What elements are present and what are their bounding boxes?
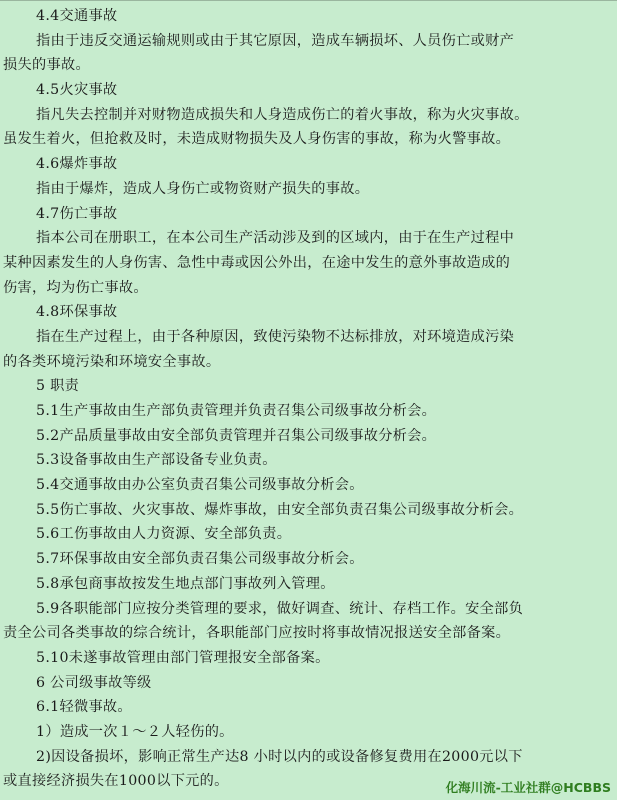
paragraph-line: 的各类环境污染和环境安全事故。: [3, 353, 221, 370]
list-item: 1）造成一次１～２人轻伤的。: [36, 723, 234, 740]
section-heading-fire-accident: 4.5火灾事故: [36, 82, 118, 99]
section-heading-environmental-accident: 4.8环保事故: [36, 304, 118, 321]
list-item: 5.9各职能部门应按分类管理的要求，做好调查、统计、存档工作。安全部负: [36, 600, 524, 617]
paragraph-line: 责全公司各类事故的综合统计，各职能部门应按时将事故情况报送安全部备案。: [3, 625, 511, 642]
list-item: 5.7环保事故由安全部负责召集公司级事故分析会。: [36, 551, 364, 568]
paragraph-line: 或直接经济损失在1000以下元的。: [3, 773, 229, 790]
list-item: 5.5伤亡事故、火灾事故、爆炸事故，由安全部负责召集公司级事故分析会。: [36, 501, 524, 518]
list-item: 5.6工伤事故由人力资源、安全部负责。: [36, 526, 292, 543]
paragraph-line: 指由于爆炸，造成人身伤亡或物资财产损失的事故。: [36, 180, 370, 197]
section-heading-accident-levels: 6 公司级事故等级: [36, 674, 152, 691]
document-body: [3, 4, 612, 794]
section-heading-explosion-accident: 4.6爆炸事故: [36, 156, 118, 173]
paragraph-line: 伤害，均为伤亡事故。: [3, 279, 148, 296]
section-heading-casualty-accident: 4.7伤亡事故: [36, 205, 118, 222]
list-item: 5.10未遂事故管理由部门管理报安全部备案。: [36, 649, 330, 666]
paragraph-line: 某种因素发生的人身伤害、急性中毒或因公外出，在途中发生的意外事故造成的: [3, 254, 511, 271]
section-heading-traffic-accident: 4.4交通事故: [36, 8, 118, 24]
paragraph-line: 损失的事故。: [3, 57, 90, 74]
watermark-text: 化海川流-工业社群@HCBBS: [445, 780, 611, 795]
paragraph-line: 虽发生着火，但抢救及时，未造成财物损失及人身伤害的事故，称为火警事故。: [3, 131, 511, 148]
section-heading-responsibilities: 5 职责: [36, 378, 80, 395]
paragraph-line: 指本公司在册职工，在本公司生产活动涉及到的区域内，由于在生产过程中: [36, 230, 515, 247]
list-item: 5.1生产事故由生产部负责管理并负责召集公司级事故分析会。: [36, 403, 437, 419]
list-item: 5.2产品质量事故由安全部负责管理并召集公司级事故分析会。: [36, 427, 437, 444]
list-item: 5.4交通事故由办公室负责召集公司级事故分析会。: [36, 477, 364, 494]
subsection-heading-minor-accident: 6.1轻微事故。: [36, 699, 132, 716]
list-item: 2)因设备损坏，影响正常生产达8 小时以内的或设备修复费用在2000元以下: [36, 748, 523, 765]
paragraph-line: 指凡失去控制并对财物造成损失和人身造成伤亡的着火事故，称为火灾事故。: [36, 106, 529, 123]
paragraph-line: 指由于违反交通运输规则或由于其它原因，造成车辆损坏、人员伤亡或财产: [36, 32, 515, 49]
list-item: 5.3设备事故由生产部设备专业负责。: [36, 452, 277, 469]
paragraph-line: 指在生产过程上，由于各种原因，致使污染物不达标排放，对环境造成污染: [36, 328, 515, 345]
list-item: 5.8承包商事故按发生地点部门事故列入管理。: [36, 575, 335, 592]
